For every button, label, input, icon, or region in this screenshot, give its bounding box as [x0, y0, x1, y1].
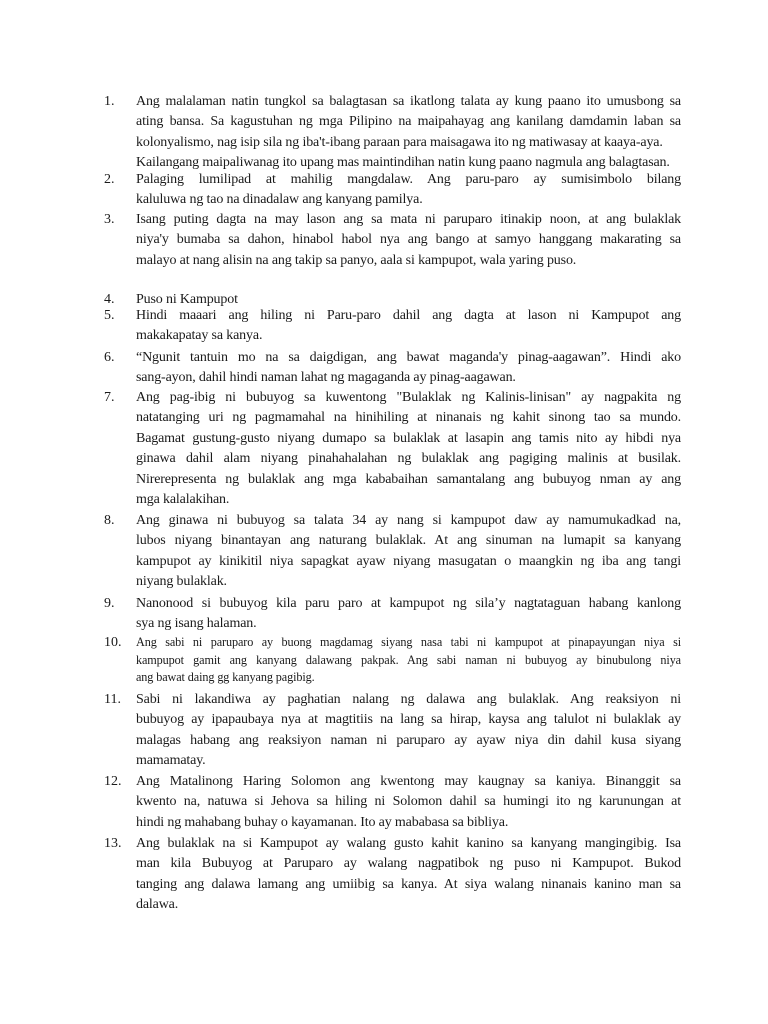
item-number: 13.	[104, 836, 122, 851]
text-line: mga kalalakihan.	[136, 492, 230, 508]
item-number: 2.	[104, 172, 115, 187]
item-number: 5.	[104, 308, 115, 323]
text-line: Ang sabi ni paruparo ay buong magdamag siyang nasa tabi ni kampupot at pinapayungan niya si	[136, 635, 681, 649]
text-line: ginawa dahil alam niyang pinahahalahan ng bulaklak ang pagiging malinis at busilak.	[136, 451, 681, 467]
text-line: “Ngunit tantuin mo na sa daigdigan, ang bawat maganda'y pinag-aagawan”. Hindi ako	[136, 350, 681, 365]
text-line: Nanonood si bubuyog kila paru paro at kampupot ng sila’y nagtataguan habang kanlong	[136, 596, 681, 611]
text-line: Ang bulaklak na si Kampupot ay walang gusto kahit kanino sa kanyang mangingibig. Isa	[136, 836, 681, 851]
text-line: bubuyog ay ipapaubaya nya at magtitiis na lang sa hirap, kaysa ang talulot ni bulaklak ay	[136, 712, 681, 728]
item-number: 11.	[104, 692, 121, 707]
item-text	[136, 348, 681, 389]
text-line: sang-ayon, dahil hindi naman lahat ng magaganda ay pinag-aagawan.	[136, 370, 516, 386]
text-line: man kila Bubuyog at Paruparo ay walang nagpatibok ng puso ni Kampupot. Bukod	[136, 856, 681, 872]
text-line: Nirerepresenta ng bulaklak ang mga kababaihan samantalang ang bubuyog nman ay ang	[136, 471, 681, 487]
item-text	[136, 834, 681, 916]
text-line: Kailangang maipaliwanag ito upang mas maintindihan natin kung paano nagmula ang balagtasan.	[136, 155, 670, 171]
text-line: sya ng isang halaman.	[136, 616, 257, 632]
item-text	[136, 634, 681, 687]
text-line: Ang pag-ibig ni bubuyog sa kuwentong "Bulaklak ng Kalinis-linisan" ay nagpakita ng	[136, 390, 681, 405]
item-text	[136, 210, 681, 271]
text-line: kampupot ay kinikitil niya sapagkat ayaw niyang masugatan o maangkin ng iba ang tangi	[136, 553, 681, 569]
text-line: ang bawat daing gg kanyang pagibig.	[136, 670, 315, 685]
item-text	[136, 690, 681, 772]
item-number: 3.	[104, 212, 115, 227]
text-line: hindi ng mahabang buhay o kayamanan. Ito ay mababasa sa bibliya.	[136, 814, 509, 830]
item-text	[136, 772, 681, 833]
item-number: 9.	[104, 596, 115, 611]
item-text	[136, 511, 681, 593]
text-line: kwento na, natuwa si Jehova sa hiling ni Solomon dahil sa humingi ito ng karunungan at	[136, 794, 681, 810]
text-line: Puso ni Kampupot	[136, 292, 238, 307]
item-number: 7.	[104, 390, 115, 405]
item-number: 1.	[104, 94, 115, 109]
text-line: Ang malalaman natin tungkol sa balagtasan sa ikatlong talata ay kung paano ito umusbong sa	[136, 94, 681, 109]
item-number: 12.	[104, 774, 122, 789]
item-text	[136, 306, 681, 347]
text-line: malagas habang ang reaksiyon naman ni paruparo ay ayaw niya din dahil kusa siyang	[136, 732, 681, 748]
text-line: kampupot gamit ang kanyang dalawang pakpak. Ang sabi naman ni bubuyog ay binubulong niya	[136, 652, 681, 667]
text-line: ating bansa. Sa kagustuhan ng mga Pilipino na maipahayag ang kanilang damdamin laban sa	[136, 114, 681, 130]
item-text	[136, 92, 681, 174]
item-text	[136, 170, 681, 211]
text-line: Hindi maaari ang hiling ni Paru-paro dahil ang dagta at lason ni Kampupot ang	[136, 308, 681, 323]
text-line: Ang ginawa ni bubuyog sa talata 34 ay nang si kampupot daw ay namumukadkad na,	[136, 513, 681, 528]
text-line: niyang bulaklak.	[136, 574, 227, 590]
text-line: Ang Matalinong Haring Solomon ang kwentong may kaugnay sa kaniya. Binanggit sa	[136, 774, 681, 789]
text-line: dalawa.	[136, 897, 179, 913]
text-line: lubos niyang binantayan ang naturang bulaklak. At ang sinuman na lumapit sa kanyang	[136, 533, 681, 549]
text-line: tanging ang dalawa lamang ang umiibig sa kanya. At siya walang ninanais kanino man sa	[136, 876, 681, 892]
text-line: niya'y bumaba sa dahon, hinabol habol nya ang bango at samyo hanggang makarating sa	[136, 232, 681, 248]
text-line: kolonyalismo, nag isip sila ng iba't-ibang paraan para maisagawa ito ng matiwasay at kaaya-aya.	[136, 134, 663, 150]
item-number: 8.	[104, 513, 115, 528]
item-text	[136, 594, 681, 635]
text-line: makakapatay sa kanya.	[136, 328, 263, 344]
text-line: Bagamat gustung-gusto niyang dumapo sa bulaklak at lasapin ang tamis nito ay hibdi nya	[136, 430, 681, 446]
text-line: Palaging lumilipad at mahilig mangdalaw. Ang paru-paro ay sumisimbolo bilang	[136, 172, 681, 187]
text-line: kaluluwa ng tao na dinadalaw ang kanyang pamilya.	[136, 192, 423, 208]
item-text	[136, 388, 681, 510]
text-line: mamamatay.	[136, 753, 206, 769]
item-number: 6.	[104, 350, 115, 365]
text-line: natatanging uri ng pagmamahal na hinihiling at ninanais ng kahit sinong tao sa mundo.	[136, 410, 681, 426]
text-line: Sabi ni lakandiwa ay paghatian nalang ng dalawa ang bulaklak. Ang reaksiyon ni	[136, 692, 681, 707]
text-line: malayo at nang alisin na ang takip sa panyo, aala si kampupot, wala yaring puso.	[136, 252, 577, 268]
item-number: 10.	[104, 635, 122, 650]
item-number: 4.	[104, 292, 115, 307]
text-line: Isang puting dagta na may lason ang sa mata ni paruparo itinakip noon, at ang bulaklak	[136, 212, 681, 227]
